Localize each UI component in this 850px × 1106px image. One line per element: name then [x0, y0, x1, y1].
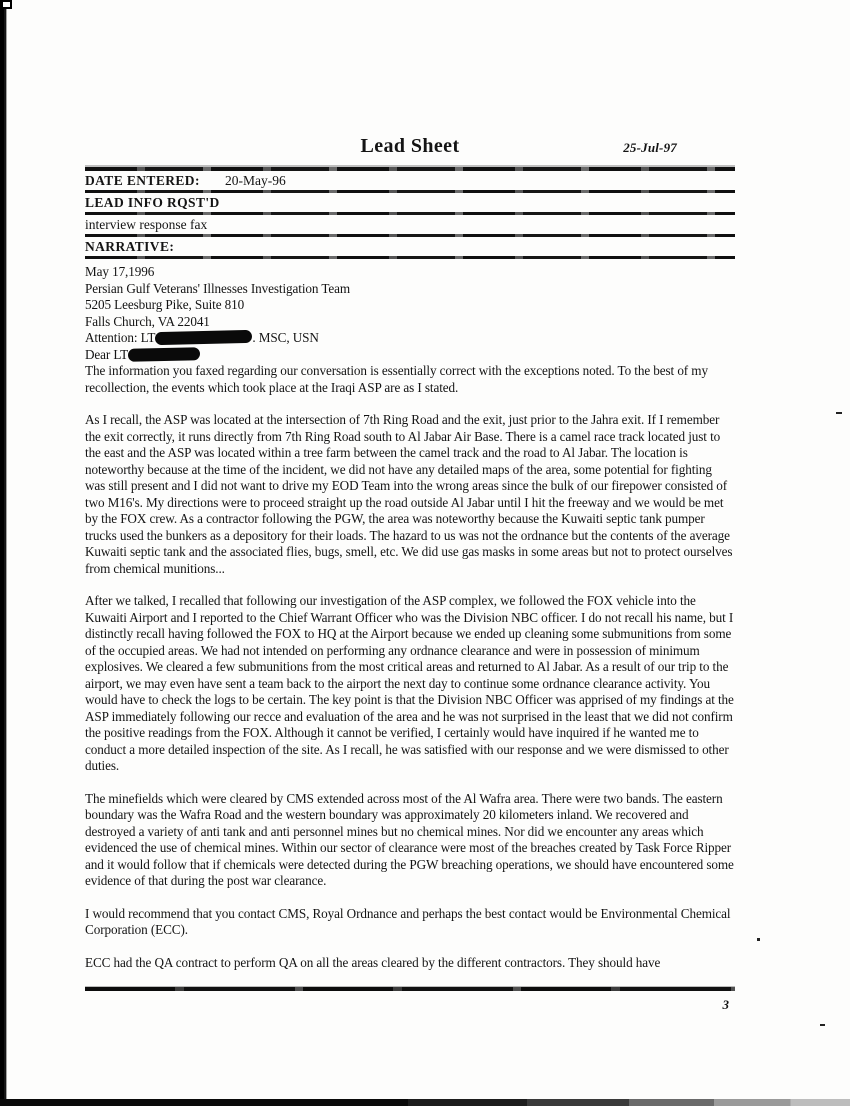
- divider-rule: [85, 256, 735, 259]
- field-lead-type: [85, 215, 735, 234]
- scan-bottom-edge-bar: [0, 1099, 850, 1106]
- attention-suffix: . MSC, USN: [252, 330, 319, 345]
- narrative-body: [85, 264, 735, 971]
- salutation-prefix: Dear LT: [85, 346, 129, 362]
- attention-line: [85, 330, 735, 347]
- field-date-entered: [85, 171, 735, 190]
- field-lead-info: [85, 193, 735, 212]
- attention-prefix: Attention: LT: [85, 330, 156, 345]
- narrative-paragraph: After we talked, I recalled that following our investigation of the ASP complex, we followed the FOX vehicle into the Kuwaiti Airport and I reported to the Chief Warrant Officer who was the Division NBC officer. I do not recall his name, but I distinctly recall having followed the FOX to HQ at the Airport because we ended up cleaning some submunitions from some of the occupied areas. We had not intended on performing any ordnance clearance and were in possession of minimum explosives. We cleared a few submunitions from the most critical areas and returned to Al Jabar. As a result of our trip to the airport, we may even have sent a team back to the airport the next day to continue some ordnance clearance activity. You would have to check the logs to be certain. The key point is that the Division NBC Officer was apprised of my findings at the ASP immediately following our recce and evaluation of the area and he was not surprised in the least that we did not confirm the positive readings from the FOX. Although it cannot be verified, I certainly would have inquired if he wanted me to conduct a more detailed inspection of the site. As I recall, he was satisfied with our response and we were dismissed to other duties.: [85, 593, 734, 773]
- scan-speck: [757, 938, 760, 941]
- header-date: 25-Jul-97: [623, 140, 677, 155]
- narrative-paragraph: The information you faxed regarding our conversation is essentially correct with the exceptions noted. To the best of my recollection, the events which took place at the Iraqi ASP are as I stated.: [85, 363, 708, 395]
- recipient-city-line: Falls Church, VA 22041: [85, 313, 210, 329]
- recipient-org-line: Persian Gulf Veterans' Illnesses Investigation Team: [85, 280, 351, 296]
- lead-type-value: interview response fax: [85, 217, 208, 232]
- narrative-paragraph: ECC had the QA contract to perform QA on all the areas cleared by the different contractors. They should have: [85, 954, 661, 970]
- scan-speck: [820, 1024, 825, 1026]
- narrative-label: NARRATIVE:: [85, 239, 175, 254]
- date-entered-value: 20-May-96: [225, 173, 286, 188]
- salutation-line: [85, 347, 735, 364]
- document-content: [85, 135, 735, 1013]
- recipient-street-line: 5205 Leesburg Pike, Suite 810: [85, 297, 245, 312]
- narrative-paragraph: The minefields which were cleared by CMS extended across most of the Al Wafra area. There were two bands. The eastern boundary was the Wafra Road and the western boundary was approximately 20 kilometers inland. We recovered and destroyed a variety of anti tank and anti personnel mines but no chemical mines. Nor did we encounter any areas which evidenced the use of chemical mines. Within our sector of clearance were most of the breaches created by Task Force Ripper and it would follow that if chemicals were detected during the PGW breaching operations, we should have encountered some evidence of that during the post war clearance.: [85, 790, 734, 888]
- page-number: 3: [722, 997, 729, 1012]
- scan-speck: [836, 412, 842, 414]
- page-title: Lead Sheet: [360, 135, 460, 157]
- lead-info-label: LEAD INFO RQST'D: [85, 195, 220, 210]
- date-entered-label: DATE ENTERED:: [85, 173, 200, 188]
- field-narrative: [85, 237, 735, 256]
- scan-corner-notch: [1, 0, 12, 9]
- narrative-paragraph: As I recall, the ASP was located at the intersection of 7th Ring Road and the exit, just prior to the Jahra exit. If I remember the exit correctly, it runs directly from 7th Ring Road south to Al Jabar Air Base. There is a camel race track located just to the east and the ASP was located within a tree farm between the camel track and the road to Al Jabar. The location is noteworthy because at the time of the incident, we did not have any detailed maps of the area, some potential for fighting was still present and I did not want to drive my EOD Team into the wrong areas since the bulk of our firepower consisted of two M16's. My directions were to proceed straight up the road outside Al Jabar until I hit the freeway and we would be met by the FOX crew. As a contractor following the PGW, the area was noteworthy because the Kuwaiti septic tank pumper trucks used the bunkers as a depository for their loads. The hazard to us was not the ordnance but the contents of the average Kuwaiti septic tank and the associated flies, bugs, smell, etc. We did use gas masks in some areas but not to protect ourselves from chemical munitions...: [85, 412, 733, 576]
- redaction-bar: [128, 347, 200, 362]
- letter-date-line: May 17,1996: [85, 264, 155, 279]
- lead-sheet-fields: [85, 167, 735, 259]
- narrative-paragraph: I would recommend that you contact CMS, Royal Ordnance and perhaps the best contact would be Environmental Chemical Corporation (ECC).: [85, 905, 731, 937]
- title-row: [85, 135, 735, 159]
- scan-left-edge-bar: [0, 0, 7, 1106]
- redaction-bar: [155, 330, 252, 345]
